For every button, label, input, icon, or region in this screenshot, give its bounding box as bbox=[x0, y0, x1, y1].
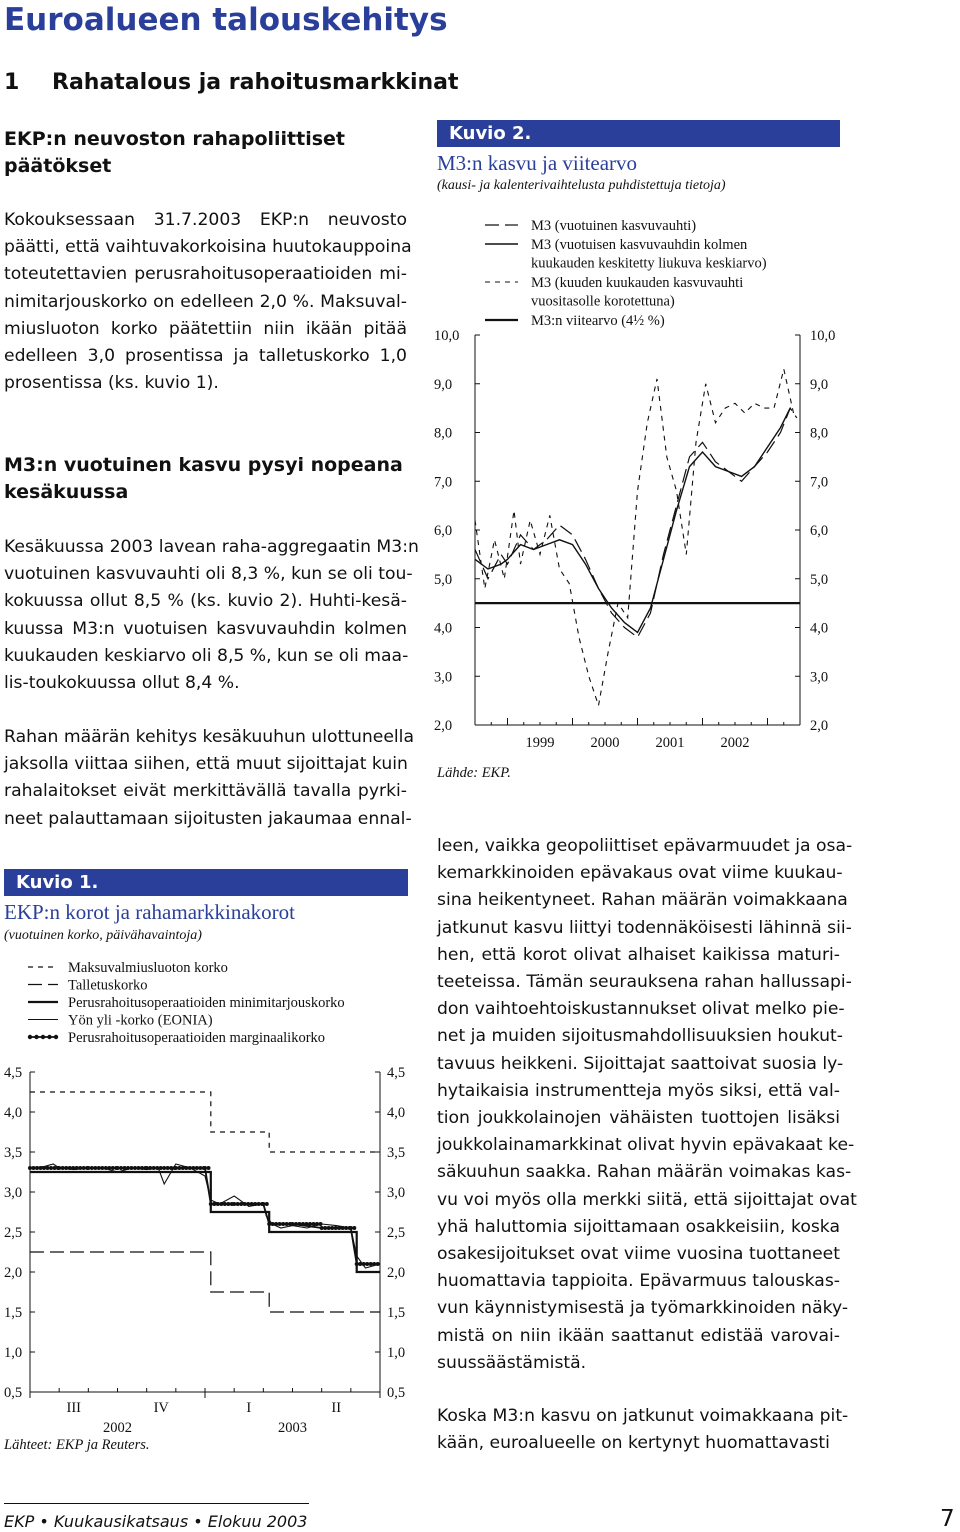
series-marker bbox=[64, 1166, 68, 1170]
left-paragraph-3 bbox=[4, 724, 414, 833]
y-tick-label-right: 9,0 bbox=[810, 376, 829, 393]
series-marker bbox=[39, 1166, 43, 1170]
y-tick-label-right: 2,5 bbox=[387, 1225, 406, 1241]
text-line: suussäästämistä. bbox=[437, 1352, 587, 1373]
text-line: nimitarjouskorko on edelleen 2,0 %. Maksuval- bbox=[4, 291, 407, 312]
series-marker bbox=[155, 1166, 159, 1170]
legend-label-line: M3 (vuotuisen kasvuvauhdin kolmen bbox=[531, 237, 748, 253]
y-tick-label-left: 4,5 bbox=[4, 1065, 23, 1081]
legend-label-line: M3 (kuuden kuukauden kasvuvauhti bbox=[531, 275, 744, 291]
y-tick-label-right: 3,0 bbox=[387, 1185, 406, 1201]
series-marker bbox=[308, 1222, 312, 1226]
legend-label: Maksuvalmiusluoton korko bbox=[68, 960, 228, 976]
right-paragraph-1 bbox=[437, 833, 857, 1377]
figure1-banner: Kuvio 1. bbox=[4, 869, 408, 896]
legend-label bbox=[531, 218, 696, 234]
series-marker bbox=[100, 1166, 104, 1170]
series-marker bbox=[271, 1222, 275, 1226]
series-marker bbox=[203, 1166, 207, 1170]
text-line: vuotuinen kasvuvauhti oli 8,3 %, kun se oli tou- bbox=[4, 564, 413, 585]
figure2-banner: Kuvio 2. bbox=[437, 120, 840, 147]
series-marker bbox=[68, 1166, 72, 1170]
y-tick-label-left: 6,0 bbox=[434, 523, 453, 539]
series-marker bbox=[337, 1226, 341, 1230]
left-heading-2 bbox=[4, 452, 404, 506]
series-marker bbox=[243, 1202, 247, 1206]
figure1-subtitle: (vuotuinen korko, päivähavaintoja) bbox=[4, 928, 202, 943]
series-marker bbox=[184, 1166, 188, 1170]
y-tick-label-left: 10,0 bbox=[434, 328, 460, 344]
section-number: 1 bbox=[4, 70, 20, 95]
text-line: teeteissa. Tämän seurauksena rahan hallussapi- bbox=[437, 972, 852, 993]
x-quarter-label: I bbox=[246, 1400, 252, 1416]
text-line: leen, vaikka geopoliittiset epävarmuudet ja osa- bbox=[437, 836, 853, 856]
series-marker bbox=[97, 1166, 101, 1170]
left-paragraph-2 bbox=[4, 534, 419, 697]
series-marker bbox=[327, 1226, 331, 1230]
legend-label bbox=[531, 275, 743, 310]
y-tick-label-left: 1,5 bbox=[4, 1305, 23, 1321]
series-marker bbox=[137, 1166, 141, 1170]
series-marker bbox=[319, 1222, 323, 1226]
section-title-text: Rahatalous ja rahoitusmarkkinat bbox=[52, 70, 459, 95]
series-marker bbox=[145, 1166, 149, 1170]
text-line: M3:n vuotuinen kasvu pysyi nopeana bbox=[4, 454, 403, 476]
series-marker bbox=[358, 1262, 362, 1266]
text-line: vu voi myös olla merkki siitä, että sijoittajat ovat bbox=[437, 1189, 857, 1210]
text-line: kuukauden keskiarvo oli 8,5 %, kun se oli maa- bbox=[4, 645, 409, 666]
text-line: joukkolainamarkkinat olivat hyvin epävakaat ke- bbox=[437, 1135, 855, 1156]
series-marker bbox=[162, 1166, 166, 1170]
series-marker bbox=[216, 1202, 220, 1206]
legend-marker bbox=[47, 1035, 51, 1039]
x-year-label: 2002 bbox=[103, 1420, 132, 1435]
series-marker bbox=[177, 1166, 181, 1170]
legend-marker bbox=[28, 1035, 32, 1039]
series-marker bbox=[209, 1202, 213, 1206]
series-marker bbox=[140, 1166, 144, 1170]
y-tick-label-left: 2,0 bbox=[434, 718, 453, 734]
series-marker bbox=[93, 1166, 97, 1170]
text-line: jatkunut kasvu liittyi todennäköisesti lähinnä sii- bbox=[437, 917, 852, 938]
series-marker bbox=[181, 1166, 185, 1170]
legend-label: Perusrahoitusoperaatioiden minimitarjouskorko bbox=[68, 995, 345, 1011]
text-line: miusluoton korko päätettiin niin ikään pitää bbox=[4, 318, 407, 339]
series-marker bbox=[281, 1222, 285, 1226]
series-marker bbox=[236, 1202, 240, 1206]
y-tick-label-right: 7,0 bbox=[810, 474, 829, 491]
x-quarter-label: II bbox=[331, 1400, 342, 1416]
x-quarter-label: III bbox=[66, 1400, 81, 1416]
series-marker bbox=[341, 1226, 345, 1230]
series-marker bbox=[207, 1166, 211, 1170]
series-marker bbox=[104, 1166, 108, 1170]
y-tick-label-right: 4,0 bbox=[810, 620, 829, 637]
y-tick-label-right: 3,5 bbox=[387, 1145, 406, 1161]
y-tick-label-right: 5,0 bbox=[810, 571, 829, 588]
series-marker bbox=[133, 1166, 137, 1170]
y-tick-label-right: 6,0 bbox=[810, 523, 829, 539]
legend-label-line: vuositasolle korotettuna) bbox=[531, 293, 675, 310]
legend-label: Talletuskorko bbox=[68, 977, 148, 994]
y-tick-label-left: 5,0 bbox=[434, 571, 453, 588]
legend-marker bbox=[41, 1035, 45, 1039]
series-marker bbox=[32, 1166, 36, 1170]
x-tick-label: 1999 bbox=[525, 735, 555, 751]
text-line: päätökset bbox=[4, 155, 112, 177]
y-tick-label-left: 2,5 bbox=[4, 1225, 23, 1241]
series-marker bbox=[250, 1202, 254, 1206]
x-tick-label: 2001 bbox=[655, 735, 685, 751]
text-line: kuussa M3:n vuotuisen kasvuvauhdin kolmen bbox=[4, 618, 407, 639]
series-line bbox=[30, 1172, 380, 1272]
series-marker bbox=[362, 1262, 366, 1266]
text-line: EKP:n neuvoston rahapoliittiset bbox=[4, 128, 346, 150]
series-marker bbox=[195, 1166, 199, 1170]
figure2-source: Lähde: EKP. bbox=[437, 765, 511, 781]
series-marker bbox=[334, 1226, 338, 1230]
y-tick-label-left: 8,0 bbox=[434, 425, 453, 442]
y-tick-label-right: 1,0 bbox=[387, 1345, 406, 1361]
series-marker bbox=[369, 1262, 373, 1266]
series-marker bbox=[219, 1202, 223, 1206]
text-line: jaksolla viittaa siihen, että muut sijoittajat kuin bbox=[4, 754, 408, 775]
series-marker bbox=[352, 1226, 356, 1230]
text-line: toteutettavien perusrahoitusoperaatioiden mi- bbox=[4, 264, 407, 285]
series-marker bbox=[49, 1166, 53, 1170]
y-tick-label-left: 3,5 bbox=[4, 1145, 23, 1161]
y-tick-label-right: 8,0 bbox=[810, 425, 829, 442]
series-marker bbox=[188, 1166, 192, 1170]
y-tick-label-left: 3,0 bbox=[4, 1185, 23, 1201]
series-marker bbox=[46, 1166, 50, 1170]
text-line: vun käynnistymisestä ja työmarkkinoiden näky- bbox=[437, 1298, 849, 1319]
text-line: tion joukkolainojen vähäisten tuottojen lisäksi bbox=[437, 1108, 840, 1129]
series-marker bbox=[152, 1166, 156, 1170]
x-tick-label: 2002 bbox=[720, 735, 750, 751]
legend-label: Yön yli -korko (EONIA) bbox=[68, 1012, 213, 1029]
text-line: kesäkuussa bbox=[4, 481, 129, 503]
y-tick-label-right: 0,5 bbox=[387, 1385, 406, 1401]
series-marker bbox=[107, 1166, 111, 1170]
series-marker bbox=[28, 1166, 32, 1170]
series-marker bbox=[35, 1166, 39, 1170]
legend-label-line: M3 (vuotuinen kasvuvauhti) bbox=[531, 218, 697, 234]
series-marker bbox=[119, 1166, 123, 1170]
footer-rule bbox=[4, 1503, 309, 1504]
legend-label bbox=[531, 237, 767, 272]
text-line: hen, että korot olivat alhaiset kaikissa maturi- bbox=[437, 944, 840, 965]
text-line: Kesäkuussa 2003 lavean raha-aggregaatin M3:n bbox=[4, 537, 419, 557]
series-marker bbox=[294, 1222, 298, 1226]
text-line: säkuuhun saakka. Rahan määrän voimakas kas- bbox=[437, 1162, 852, 1183]
series-marker bbox=[174, 1166, 178, 1170]
legend-marker bbox=[54, 1035, 58, 1039]
y-tick-label-right: 4,5 bbox=[387, 1065, 406, 1081]
text-line: Koska M3:n kasvu on jatkunut voimakkaana pit- bbox=[437, 1406, 849, 1426]
series-marker bbox=[126, 1166, 130, 1170]
y-tick-label-left: 4,0 bbox=[4, 1105, 23, 1121]
series-marker bbox=[159, 1166, 163, 1170]
series-line bbox=[475, 408, 790, 632]
series-marker bbox=[116, 1166, 120, 1170]
y-tick-label-left: 2,0 bbox=[4, 1265, 23, 1281]
text-line: kään, euroalueelle on kertynyt huomattavasti bbox=[437, 1433, 830, 1454]
text-line: prosentissa (ks. kuvio 1). bbox=[4, 373, 219, 394]
y-tick-label-left: 4,0 bbox=[434, 620, 453, 637]
x-year-label: 2003 bbox=[278, 1420, 307, 1435]
footer-text: EKP • Kuukausikatsaus • Elokuu 2003 bbox=[4, 1512, 308, 1531]
text-line: rahalaitokset eivät merkittävällä tavalla pyrki- bbox=[4, 781, 407, 802]
figure1-chart bbox=[0, 955, 420, 1435]
series-marker bbox=[355, 1262, 359, 1266]
series-line bbox=[30, 1252, 380, 1312]
series-marker bbox=[148, 1166, 152, 1170]
series-line bbox=[30, 1092, 380, 1152]
text-line: lis-toukokuussa ollut 8,4 %. bbox=[4, 673, 240, 694]
y-tick-label-left: 0,5 bbox=[4, 1385, 23, 1401]
series-marker bbox=[82, 1166, 86, 1170]
figure1-source: Lähteet: EKP ja Reuters. bbox=[4, 1437, 150, 1453]
series-marker bbox=[365, 1262, 369, 1266]
series-line bbox=[30, 1168, 380, 1264]
y-tick-label-right: 4,0 bbox=[387, 1105, 406, 1121]
series-marker bbox=[285, 1222, 289, 1226]
x-quarter-label: IV bbox=[153, 1400, 169, 1416]
series-marker bbox=[372, 1262, 376, 1266]
series-marker bbox=[42, 1166, 46, 1170]
series-marker bbox=[212, 1202, 216, 1206]
series-marker bbox=[123, 1166, 127, 1170]
y-tick-label-left: 7,0 bbox=[434, 474, 453, 491]
text-line: Kokouksessaan 31.7.2003 EKP:n neuvosto bbox=[4, 210, 407, 230]
series-marker bbox=[265, 1202, 269, 1206]
series-marker bbox=[301, 1222, 305, 1226]
legend-marker bbox=[34, 1035, 38, 1039]
left-heading-1 bbox=[4, 126, 404, 180]
legend-label-line: M3:n viitearvo (4½ %) bbox=[531, 313, 665, 329]
text-line: edelleen 3,0 prosentissa ja talletuskorko 1,0 bbox=[4, 346, 407, 367]
series-marker bbox=[298, 1222, 302, 1226]
text-line: tavuus heikkeni. Sijoittajat saattoivat suosia ly- bbox=[437, 1053, 844, 1074]
main-title: Euroalueen talouskehitys bbox=[4, 2, 448, 38]
series-marker bbox=[315, 1222, 319, 1226]
figure2-chart bbox=[430, 210, 860, 760]
series-marker bbox=[274, 1222, 278, 1226]
series-marker bbox=[61, 1166, 65, 1170]
y-tick-label-left: 3,0 bbox=[434, 669, 453, 686]
figure2-title: M3:n kasvu ja viitearvo bbox=[437, 151, 638, 175]
series-marker bbox=[278, 1222, 282, 1226]
text-line: kemarkkinoiden epävakaus ovat viime kuukau- bbox=[437, 863, 843, 884]
series-marker bbox=[330, 1226, 334, 1230]
legend-label bbox=[531, 313, 665, 329]
text-line: net ja muiden sijoitusmahdollisuuksien houkut- bbox=[437, 1026, 843, 1047]
series-marker bbox=[169, 1166, 173, 1170]
series-marker bbox=[166, 1166, 170, 1170]
series-marker bbox=[323, 1226, 327, 1230]
y-tick-label-right: 1,5 bbox=[387, 1305, 406, 1321]
series-marker bbox=[349, 1226, 353, 1230]
text-line: sina heikentyneet. Rahan määrän voimakkaana bbox=[437, 890, 848, 911]
right-paragraph-2 bbox=[437, 1403, 849, 1457]
series-marker bbox=[239, 1202, 243, 1206]
series-marker bbox=[344, 1226, 348, 1230]
text-line: neet palauttamaan sijoitusten jakaumaa ennal- bbox=[4, 808, 412, 829]
section-title bbox=[4, 70, 459, 95]
text-line: huomattavia tappioita. Epävarmuus talouskas- bbox=[437, 1271, 840, 1292]
y-tick-label-right: 2,0 bbox=[387, 1265, 406, 1281]
text-line: don vaihtoehtoiskustannukset olivat melko pie- bbox=[437, 999, 845, 1020]
series-marker bbox=[130, 1166, 134, 1170]
series-marker bbox=[226, 1202, 230, 1206]
series-marker bbox=[75, 1166, 79, 1170]
x-tick-label: 2000 bbox=[590, 735, 620, 751]
y-tick-label-right: 3,0 bbox=[810, 669, 829, 686]
left-paragraph-1 bbox=[4, 207, 412, 397]
series-marker bbox=[86, 1166, 90, 1170]
text-line: päätti, että vaihtuvakorkoisina huutokauppoina bbox=[4, 237, 412, 258]
series-marker bbox=[191, 1166, 195, 1170]
text-line: yhä haluttomia sijoittamaan osakkeisiin, koska bbox=[437, 1216, 840, 1237]
text-line: Rahan määrän kehitys kesäkuuhun ulottuneella bbox=[4, 727, 414, 747]
y-tick-label-right: 10,0 bbox=[810, 328, 836, 344]
series-marker bbox=[246, 1202, 250, 1206]
text-line: hytaikaisia instrumentteja myös siksi, että val- bbox=[437, 1080, 840, 1101]
text-line: osakesijoitukset ovat viime vuosina tuottaneet bbox=[437, 1244, 840, 1265]
legend-label: Perusrahoitusoperaatioiden marginaalikorko bbox=[68, 1030, 326, 1046]
series-marker bbox=[232, 1202, 236, 1206]
text-line: kokuussa ollut 8,5 % (ks. kuvio 2). Huhti-kesä- bbox=[4, 591, 407, 612]
y-tick-label-left: 9,0 bbox=[434, 376, 453, 393]
legend-label-line: kuukauden keskitetty liukuva keskiarvo) bbox=[531, 255, 767, 272]
y-tick-label-right: 2,0 bbox=[810, 718, 829, 734]
figure1-title: EKP:n korot ja rahamarkkinakorot bbox=[4, 900, 296, 924]
series-marker bbox=[291, 1222, 295, 1226]
series-marker bbox=[305, 1222, 309, 1226]
series-marker bbox=[78, 1166, 82, 1170]
series-marker bbox=[376, 1262, 380, 1266]
series-marker bbox=[320, 1226, 324, 1230]
series-marker bbox=[90, 1166, 94, 1170]
series-marker bbox=[223, 1202, 227, 1206]
series-marker bbox=[53, 1166, 57, 1170]
series-marker bbox=[198, 1166, 202, 1170]
series-marker bbox=[111, 1166, 115, 1170]
text-line: mistä on niin ikään saattanut edistää varovai- bbox=[437, 1325, 840, 1346]
y-tick-label-left: 1,0 bbox=[4, 1345, 23, 1361]
series-marker bbox=[257, 1202, 261, 1206]
series-marker bbox=[261, 1202, 265, 1206]
figure2-subtitle: (kausi- ja kalenterivaihtelusta puhdistettuja tietoja) bbox=[437, 178, 726, 193]
series-marker bbox=[71, 1166, 75, 1170]
page-number: 7 bbox=[940, 1506, 955, 1532]
series-marker bbox=[267, 1222, 271, 1226]
series-marker bbox=[253, 1202, 257, 1206]
series-marker bbox=[312, 1222, 316, 1226]
series-marker bbox=[57, 1166, 61, 1170]
